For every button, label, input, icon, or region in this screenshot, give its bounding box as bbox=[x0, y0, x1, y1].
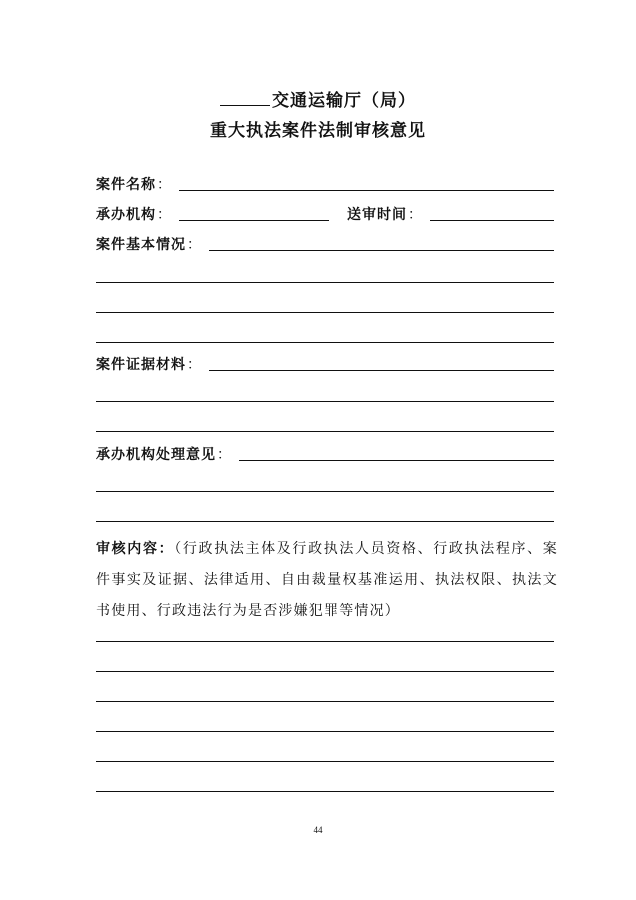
review-content-paragraph bbox=[96, 534, 558, 627]
review-line[interactable] bbox=[96, 761, 554, 762]
authority-title-text: 交通运输厅（局） bbox=[272, 91, 416, 111]
review-line[interactable] bbox=[96, 641, 554, 642]
org-time-row bbox=[96, 204, 554, 224]
case-basic-line[interactable] bbox=[96, 342, 554, 343]
evidence-line[interactable] bbox=[96, 401, 554, 402]
case-name-field[interactable] bbox=[179, 189, 554, 191]
submit-time-colon: ： bbox=[408, 207, 422, 223]
evidence-field[interactable] bbox=[209, 369, 554, 371]
case-basic-label: 案件基本情况 bbox=[96, 237, 186, 253]
opinion-colon: ： bbox=[217, 447, 231, 463]
case-basic-line[interactable] bbox=[96, 312, 554, 313]
submit-time-label: 送审时间 bbox=[347, 207, 407, 223]
evidence-colon: ： bbox=[187, 357, 201, 373]
submit-time-field[interactable] bbox=[430, 219, 554, 221]
review-line[interactable] bbox=[96, 671, 554, 672]
case-name-row bbox=[96, 174, 554, 194]
review-content-label: 审核内容： bbox=[96, 541, 175, 557]
evidence-label: 案件证据材料 bbox=[96, 357, 186, 373]
document-title-authority bbox=[0, 86, 636, 111]
case-name-colon: ： bbox=[157, 177, 171, 193]
case-basic-row bbox=[96, 234, 554, 254]
opinion-field[interactable] bbox=[239, 459, 554, 461]
review-line[interactable] bbox=[96, 731, 554, 732]
opinion-label: 承办机构处理意见 bbox=[96, 447, 216, 463]
opinion-line[interactable] bbox=[96, 521, 554, 522]
case-name-label: 案件名称 bbox=[96, 177, 156, 193]
case-basic-colon: ： bbox=[187, 237, 201, 253]
opinion-line[interactable] bbox=[96, 491, 554, 492]
review-content-text: （行政执法主体及行政执法人员资格、行政执法程序、案件事实及证据、法律适用、自由裁量权基准运用、执法权限、执法文书使用、行政违法行为是否涉嫌犯罪等情况） bbox=[96, 541, 559, 619]
case-basic-field[interactable] bbox=[209, 249, 554, 251]
authority-name-blank bbox=[220, 91, 270, 106]
undertaking-org-label: 承办机构 bbox=[96, 207, 156, 223]
case-basic-line[interactable] bbox=[96, 282, 554, 283]
undertaking-org-field[interactable] bbox=[179, 219, 329, 221]
page-number: 44 bbox=[313, 825, 323, 835]
evidence-line[interactable] bbox=[96, 431, 554, 432]
opinion-row bbox=[96, 444, 554, 464]
review-line[interactable] bbox=[96, 701, 554, 702]
evidence-row bbox=[96, 354, 554, 374]
undertaking-org-colon: ： bbox=[157, 207, 171, 223]
review-line[interactable] bbox=[96, 791, 554, 792]
document-title: 重大执法案件法制审核意见 bbox=[210, 121, 426, 141]
